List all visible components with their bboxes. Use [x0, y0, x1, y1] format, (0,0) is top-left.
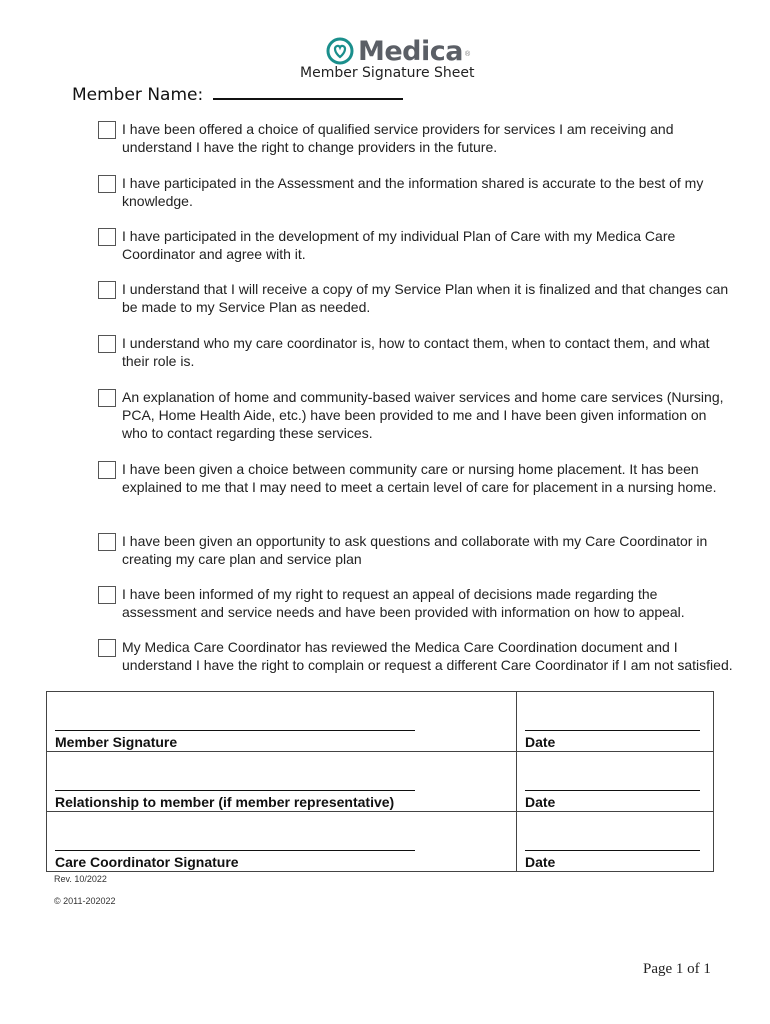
medica-logo — [326, 36, 470, 66]
checklist-item — [98, 388, 738, 442]
date-cell[interactable] — [517, 692, 714, 752]
checklist-item — [98, 585, 738, 621]
checkbox[interactable] — [98, 335, 116, 353]
date-line — [525, 850, 700, 851]
checklist-item — [98, 532, 738, 568]
signature-label: Care Coordinator Signature — [55, 854, 239, 870]
signature-label: Member Signature — [55, 734, 178, 750]
date-label: Date — [525, 734, 556, 750]
date-cell[interactable] — [517, 752, 714, 812]
checklist-item — [98, 227, 738, 263]
date-line — [525, 790, 700, 791]
date-label: Date — [525, 794, 556, 810]
checklist-item-text: I have participated in the Assessment and the information shared is accurate to the best of my knowledge. — [122, 175, 704, 209]
checklist-item — [98, 120, 738, 156]
date-line — [525, 730, 700, 731]
checkbox[interactable] — [98, 281, 116, 299]
checklist-item — [98, 638, 738, 674]
member-name-input-line[interactable] — [213, 84, 403, 100]
checklist-item-text: I understand that I will receive a copy of my Service Plan when it is finalized and that changes can be made to my Service Plan as needed. — [122, 281, 729, 315]
relationship-cell[interactable] — [47, 752, 517, 812]
page-title: Member Signature Sheet — [300, 65, 475, 81]
checklist-item-text: My Medica Care Coordinator has reviewed the Medica Care Coordination document and I understand I have the right to complain or request a different Care Coordinator if I am not satisfied. — [122, 639, 733, 673]
signature-line — [55, 730, 415, 731]
date-cell[interactable] — [517, 812, 714, 872]
member-name-label: Member Name: — [72, 85, 204, 105]
checkbox[interactable] — [98, 228, 116, 246]
checklist-item-text: An explanation of home and community-based waiver services and home care services (Nursing, PCA, Home Health Aide, etc.) have been provided to me and I have been given information on who to contact regarding these services. — [122, 389, 724, 441]
checkbox[interactable] — [98, 121, 116, 139]
checklist-item-text: I have participated in the development of my individual Plan of Care with my Medica Care Coordinator and agree with it. — [122, 228, 676, 262]
checklist-item-text: I have been offered a choice of qualified service providers for services I am receiving and understand I have the right to change providers in the future. — [122, 121, 674, 155]
medica-heart-logo-icon — [326, 37, 354, 65]
checklist-item — [98, 174, 738, 210]
checkbox[interactable] — [98, 389, 116, 407]
checklist-item — [98, 280, 738, 316]
checklist-item-text: I have been given an opportunity to ask questions and collaborate with my Care Coordinator in creating my care plan and service plan — [122, 533, 708, 567]
member-name-field — [72, 84, 403, 105]
revision-note: Rev. 10/2022 — [54, 874, 107, 884]
checklist-item-text: I understand who my care coordinator is, how to contact them, when to contact them, and what their role is. — [122, 335, 710, 369]
page-number: Page 1 of 1 — [643, 961, 711, 977]
checkbox[interactable] — [98, 586, 116, 604]
signature-row — [47, 812, 714, 872]
checkbox[interactable] — [98, 533, 116, 551]
signature-line — [55, 790, 415, 791]
member-signature-cell[interactable] — [47, 692, 517, 752]
signature-row — [47, 752, 714, 812]
care-coordinator-signature-cell[interactable] — [47, 812, 517, 872]
checklist-item-text: I have been given a choice between community care or nursing home placement. It has been explained to me that I may need to meet a certain level of care for placement in a nursing home. — [122, 461, 717, 495]
checkbox[interactable] — [98, 175, 116, 193]
checkbox[interactable] — [98, 461, 116, 479]
checklist-item — [98, 334, 738, 370]
signature-row — [47, 692, 714, 752]
checkbox[interactable] — [98, 639, 116, 657]
date-label: Date — [525, 854, 556, 870]
copyright-note: © 2011-202022 — [54, 896, 116, 906]
signature-line — [55, 850, 415, 851]
checklist-item — [98, 460, 738, 496]
signature-table — [46, 691, 714, 872]
signature-label: Relationship to member (if member representative) — [55, 794, 395, 810]
registered-mark: ® — [465, 51, 471, 58]
checklist-item-text: I have been informed of my right to request an appeal of decisions made regarding the assessment and service needs and have been provided with information on how to appeal. — [122, 586, 685, 620]
logo-wordmark: Medica — [358, 35, 463, 67]
